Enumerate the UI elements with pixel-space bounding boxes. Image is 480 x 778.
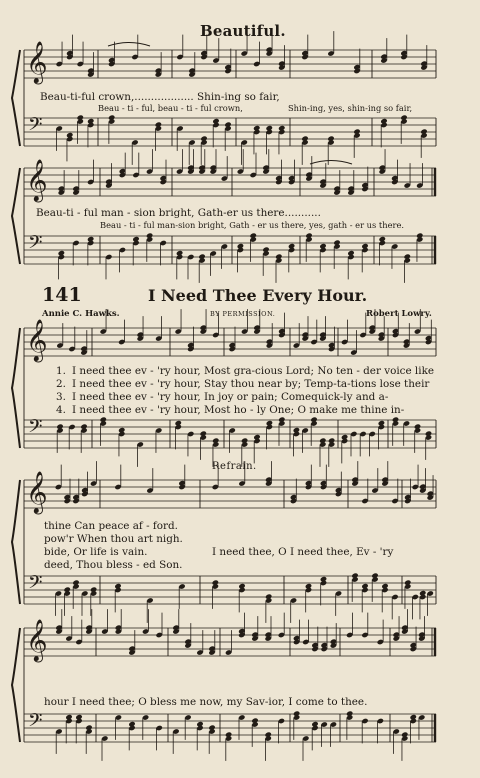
system-brace	[12, 328, 20, 448]
lyric-line: Beau-ti - ful man - sion bright, Gath-er us there...........	[36, 207, 321, 219]
hymn-number: 141	[42, 284, 82, 306]
refrain-label: Refrain.	[212, 461, 257, 472]
hymn-title: I Need Thee Every Hour.	[148, 286, 368, 305]
treble-clef-icon: 𝄞	[26, 617, 48, 661]
lyric-line: Beau-ti-ful crown,.................. Shin-ing so fair,	[40, 91, 280, 103]
verse-number: 3.	[56, 391, 66, 403]
refrain-lyric: hour I need thee; O bless me now, my Sav-ior, I come to thee.	[44, 696, 368, 708]
system-brace	[12, 480, 20, 604]
bass-clef-icon: 𝄢	[28, 710, 43, 737]
bass-clef-icon: 𝄢	[28, 232, 43, 259]
verse-continuation: thine Can peace af - ford.	[44, 520, 178, 532]
refrain-lyric: I need thee, O I need thee, Ev - 'ry	[212, 546, 394, 558]
author-credit: Annie C. Hawks.	[42, 309, 120, 319]
bass-clef-icon: 𝄢	[28, 114, 43, 141]
system-brace	[12, 168, 20, 264]
verse-number: 2.	[56, 378, 66, 390]
treble-clef-icon: 𝄞	[26, 39, 48, 83]
verse-text: I need thee ev - 'ry hour, In joy or pain; Comequick-ly and a-	[72, 391, 389, 403]
system-brace	[12, 628, 20, 742]
verse-continuation: deed, Thou bless - ed Son.	[44, 559, 183, 571]
permission-note: BY PERMISSION.	[210, 310, 276, 318]
treble-clef-icon: 𝄞	[26, 317, 48, 361]
verse-number: 4.	[56, 404, 66, 416]
system-brace	[12, 50, 20, 146]
lyric-line-lower: Beau - ti - ful, beau - ti - ful crown,	[98, 103, 243, 113]
tie-curve	[310, 161, 352, 165]
bass-clef-icon: 𝄢	[28, 572, 43, 599]
verse-continuation: pow'r When thou art nigh.	[44, 533, 183, 545]
bass-clef-icon: 𝄢	[28, 416, 43, 443]
verse-continuation: bide, Or life is vain.	[44, 546, 148, 558]
treble-clef-icon: 𝄞	[26, 157, 48, 201]
verse-text: I need thee ev - 'ry hour, Most gra-cious Lord; No ten - der voice like	[72, 365, 435, 377]
treble-clef-icon: 𝄞	[26, 469, 48, 513]
verse-number: 1.	[56, 365, 66, 377]
hymn-title-beautiful: Beautiful.	[200, 22, 286, 40]
verse-text: I need thee ev - 'ry hour, Most ho - ly One; O make me thine in-	[72, 404, 405, 416]
verse-text: I need thee ev - 'ry hour, Stay thou near by; Temp-ta-tions lose their	[72, 378, 430, 390]
lyric-line-lower: Shin-ing, yes, shin-ing so fair,	[288, 103, 413, 113]
composer-credit: Robert Lowry.	[366, 309, 432, 319]
lyric-line-lower: Beau - ti - ful man-sion bright, Gath - er us there, yes, gath - er us there.	[100, 220, 405, 230]
